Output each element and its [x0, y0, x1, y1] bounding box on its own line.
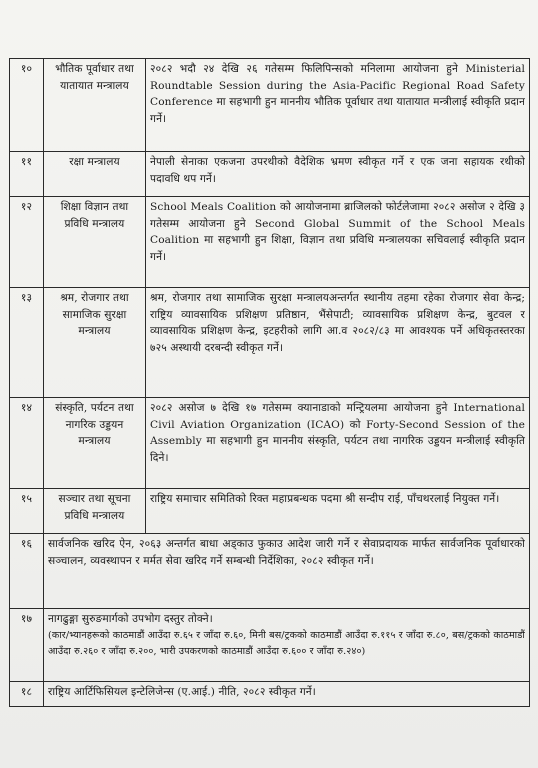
table-row: [10, 609, 530, 682]
decision-text: नेपाली सेनाका एकजना उपरथीको वैदेशिक भ्रमण स्वीकृत गर्ने र एक जना सहायक रथीको पदावधि थप गर्ने।: [146, 152, 530, 197]
table-row: [10, 59, 530, 152]
row-number: १३: [10, 288, 44, 398]
decision-cell: [44, 609, 530, 682]
row-number: १८: [10, 682, 44, 707]
ministry-name: भौतिक पूर्वाधार तथा यातायात मन्त्रालय: [44, 59, 146, 152]
decision-text: School Meals Coalition को आयोजनामा ब्राजिलको फोर्टलेजामा २०८२ असोज २ देखि ३ गतेसम्म आयोजना हुने Second Global Summit of the School Meals Coalition मा सहभागी हुन शिक्षा, विज्ञान तथा प्रविधि मन्त्रालयका सचिवलाई स्वीकृति प्रदान गर्ने।: [146, 197, 530, 288]
table-row: [10, 197, 530, 288]
table-row: [10, 152, 530, 197]
row-number: १४: [10, 398, 44, 489]
table-row: [10, 534, 530, 609]
row-number: १२: [10, 197, 44, 288]
table-row: [10, 288, 530, 398]
ministry-name: सञ्चार तथा सूचना प्रविधि मन्त्रालय: [44, 489, 146, 534]
decision-text: २०८२ असोज ७ देखि १७ गतेसम्म क्यानाडाको मन्ट्रियलमा आयोजना हुने International Civil Aviation Organization (ICAO) को Forty-Second Session of the Assembly मा सहभागी हुन माननीय संस्कृति, पर्यटन तथा नागरिक उड्डयन मन्त्रीलाई स्वीकृति दिने।: [146, 398, 530, 489]
ministry-name: श्रम, रोजगार तथा सामाजिक सुरक्षा मन्त्रालय: [44, 288, 146, 398]
row-number: ११: [10, 152, 44, 197]
cabinet-decisions-table: [9, 58, 530, 707]
ministry-name: संस्कृति, पर्यटन तथा नागरिक उड्डयन मन्त्रालय: [44, 398, 146, 489]
row-number: १६: [10, 534, 44, 609]
table-row: [10, 398, 530, 489]
decision-text: सार्वजनिक खरिद ऐन, २०६३ अन्तर्गत बाधा अड्काउ फुकाउ आदेश जारी गर्ने र सेवाप्रदायक मार्फत सार्वजनिक पूर्वाधारको सञ्चालन, व्यवस्थापन र मर्मत सेवा खरिद गर्ने सम्बन्धी निर्देशिका, २०८२ स्वीकृत गर्ने।: [44, 534, 530, 609]
toll-rate-details: (कार/भ्यानहरूको काठमाडौं आउँदा रु.६५ र जाँदा रु.६०, मिनी बस/ट्रकको काठमाडौं आउँदा रु.११५ र जाँदा रु.८०, बस/ट्रकको काठमाडौं आउँदा रु.२६० र जाँदा रु.२००, भारी उपकरणको काठमाडौं आउँदा रु.६०० र जाँदा रु.२४०): [48, 629, 525, 657]
ministry-name: रक्षा मन्त्रालय: [44, 152, 146, 197]
row-number: १५: [10, 489, 44, 534]
row-number: १०: [10, 59, 44, 152]
decision-text: श्रम, रोजगार तथा सामाजिक सुरक्षा मन्त्रालयअन्तर्गत स्थानीय तहमा रहेका रोजगार सेवा केन्द्र; राष्ट्रिय व्यावसायिक प्रशिक्षण प्रतिष्ठान, भैंसेपाटी; व्यावसायिक प्रशिक्षण केन्द्र, बुटवल र व्यावसायिक प्रशिक्षण केन्द्र, इटहरीको लागि आ.व २०८२/८३ मा आवश्यक पर्ने अधिकृतस्तरका ७२५ अस्थायी दरबन्दी स्वीकृत गर्ने।: [146, 288, 530, 398]
decision-text: राष्ट्रिय आर्टिफिसियल इन्टेलिजेन्स (ए.आई.) नीति, २०८२ स्वीकृत गर्ने।: [44, 682, 530, 707]
decision-text: २०८२ भदौ २४ देखि २६ गतेसम्म फिलिपिन्सको मनिलामा आयोजना हुने Ministerial Roundtable Session during the Asia-Pacific Regional Road Safety Conference मा सहभागी हुन माननीय भौतिक पूर्वाधार तथा यातायात मन्त्रीलाई स्वीकृति प्रदान गर्ने।: [146, 59, 530, 152]
decision-text: नागढुङ्गा सुरुङमार्गको उपभोग दस्तुर तोक्ने।: [48, 613, 213, 625]
table-row: [10, 682, 530, 707]
table-row: [10, 489, 530, 534]
decision-text: राष्ट्रिय समाचार समितिको रिक्त महाप्रबन्धक पदमा श्री सन्दीप राई, पाँचथरलाई नियुक्त गर्ने।: [146, 489, 530, 534]
ministry-name: शिक्षा विज्ञान तथा प्रविधि मन्त्रालय: [44, 197, 146, 288]
row-number: १७: [10, 609, 44, 682]
